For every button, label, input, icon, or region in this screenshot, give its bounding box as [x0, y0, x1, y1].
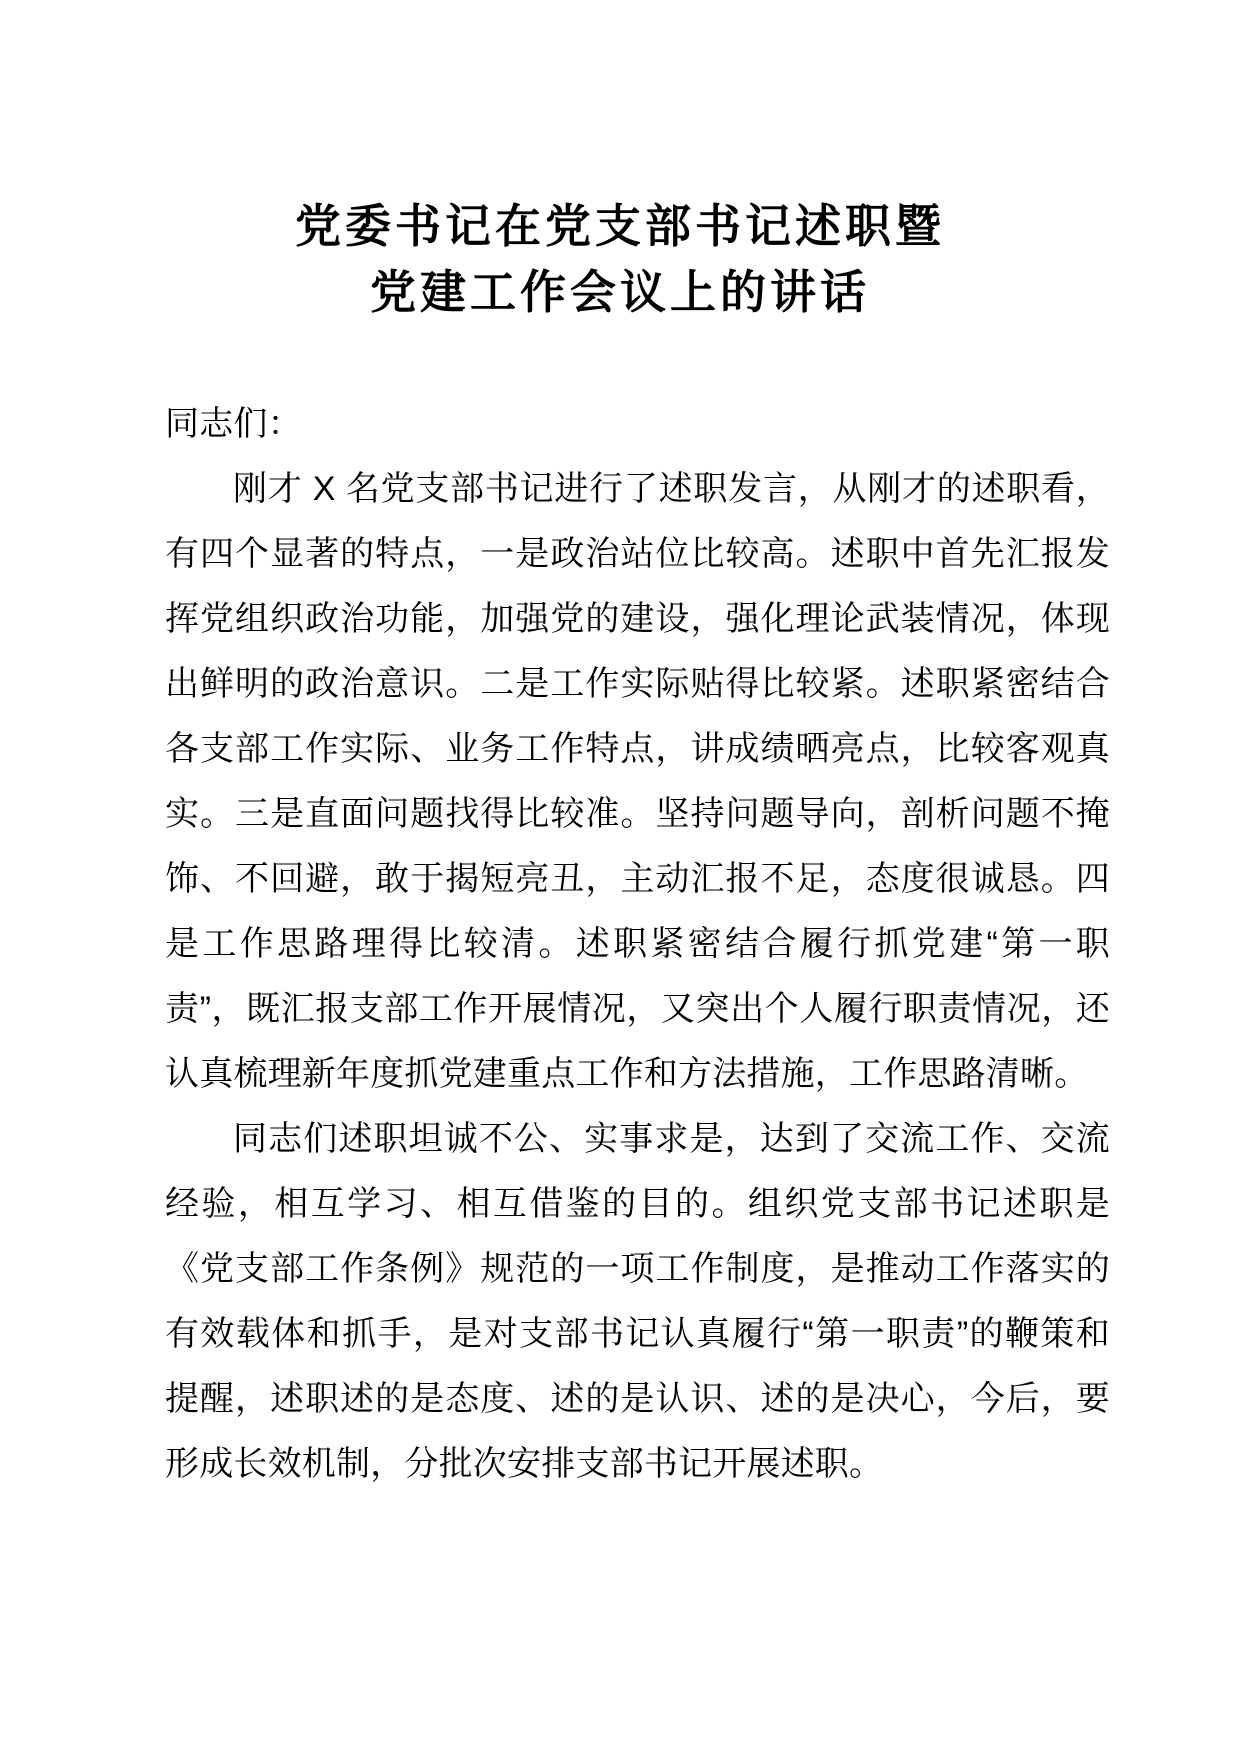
document-body — [165, 392, 1110, 1497]
paragraph-1: 刚才 X 名党支部书记进行了述职发言，从刚才的述职看，有四个显著的特点，一是政治站位比较高。述职中首先汇报发挥党组织政治功能，加强党的建设，强化理论武装情况，体现出鲜明的政治意识。二是工作实际贴得比较紧。述职紧密结合各支部工作实际、业务工作特点，讲成绩晒亮点，比较客观真实。三是直面问题找得比较准。坚持问题导向，剖析问题不掩饰、不回避，敢于揭短亮丑，主动汇报不足，态度很诚恳。四是工作思路理得比较清。述职紧密结合履行抓党建“第一职责”，既汇报支部工作开展情况，又突出个人履行职责情况，还认真梳理新年度抓党建重点工作和方法措施，工作思路清晰。 — [165, 470, 1110, 1093]
paragraph-2: 同志们述职坦诚不公、实事求是，达到了交流工作、交流经验，相互学习、相互借鉴的目的。组织党支部书记述职是《党支部工作条例》规范的一项工作制度，是推动工作落实的有效载体和抓手，是对支部书记认真履行“第一职责”的鞭策和提醒，述职述的是态度、述的是认识、述的是决心，今后，要形成长效机制，分批次安排支部书记开展述职。 — [165, 1120, 1110, 1483]
title-line-1: 党委书记在党支部书记述职暨 — [295, 200, 945, 252]
document-title — [0, 0, 1240, 325]
salutation: 同志们： — [165, 405, 302, 443]
title-line-2: 党建工作会议上的讲话 — [370, 266, 870, 318]
